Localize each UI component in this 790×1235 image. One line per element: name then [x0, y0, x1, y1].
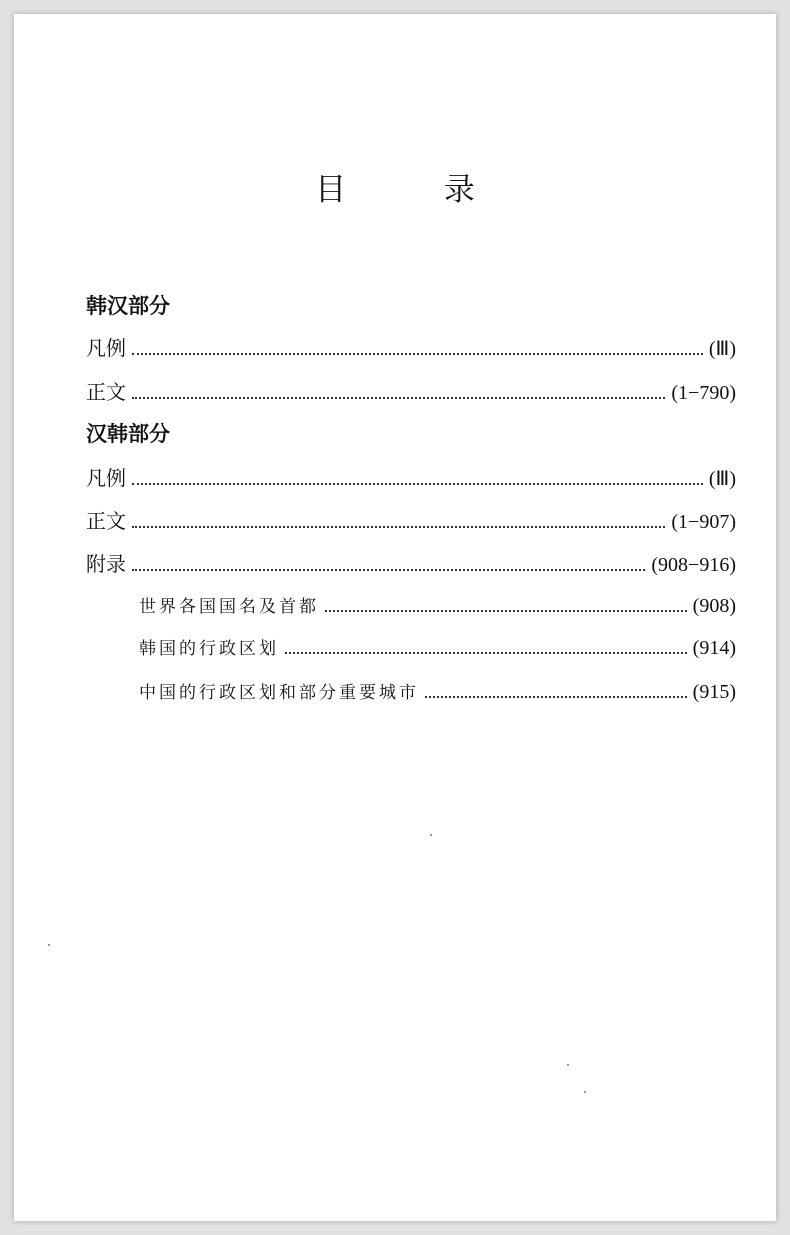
dot-leader [285, 651, 687, 654]
dot-leader [132, 525, 665, 528]
toc-entry-label: 凡例 [86, 336, 126, 360]
dot-leader [325, 609, 687, 612]
scan-speck [584, 1091, 586, 1093]
toc-subentry-page: (915) [692, 681, 736, 703]
toc-entry-page: (908−916) [651, 554, 736, 576]
toc-entry [86, 332, 736, 362]
toc-subentry [139, 592, 736, 622]
toc-subentry-label: 世界各国国名及首都 [139, 597, 319, 617]
dot-leader [425, 695, 687, 698]
toc-entry-page: (Ⅲ) [708, 338, 736, 360]
toc-entry [86, 548, 736, 578]
toc-entry-page: (Ⅲ) [708, 468, 736, 490]
section-heading-chinese-korean: 汉韩部分 [86, 422, 170, 446]
toc-entry-page: (1−907) [671, 511, 736, 533]
dot-leader [132, 568, 645, 571]
toc-subentry-label: 韩国的行政区划 [139, 639, 279, 659]
section-heading-korean-chinese: 韩汉部分 [86, 294, 170, 318]
page-title: 目 录 [315, 172, 519, 208]
toc-subentry [139, 634, 736, 664]
toc-entry [86, 376, 736, 406]
toc-entry-page: (1−790) [671, 382, 736, 404]
scan-speck [567, 1064, 569, 1066]
toc-entry-label: 正文 [86, 509, 126, 533]
toc-entry [86, 462, 736, 492]
dot-leader [132, 396, 665, 399]
scan-speck [430, 834, 432, 836]
toc-subentry-page: (914) [692, 637, 736, 659]
dot-leader [132, 482, 703, 485]
document-page [14, 14, 776, 1221]
toc-subentry-page: (908) [692, 595, 736, 617]
toc-entry-label: 正文 [86, 380, 126, 404]
dot-leader [132, 352, 703, 355]
toc-entry-label: 凡例 [86, 466, 126, 490]
toc-entry [86, 505, 736, 535]
toc-entry-label: 附录 [86, 552, 126, 576]
toc-subentry [139, 678, 736, 708]
scan-speck [48, 944, 50, 946]
toc-subentry-label: 中国的行政区划和部分重要城市 [139, 683, 419, 703]
